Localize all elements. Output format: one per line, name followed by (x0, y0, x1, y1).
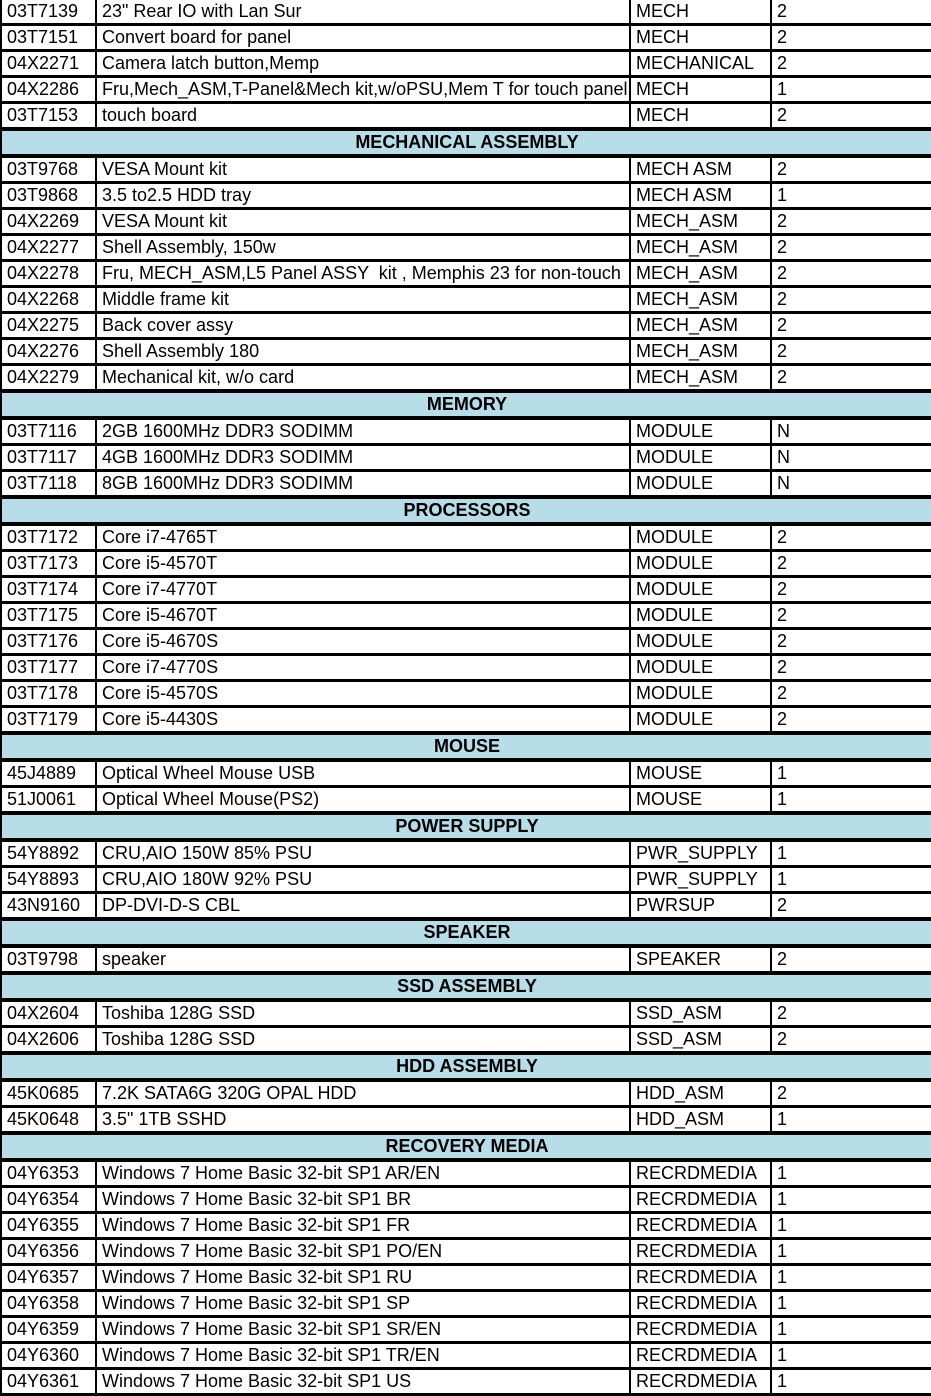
category-cell: MODULE (630, 445, 771, 471)
table-row (1, 577, 931, 603)
category-cell: RECRDMEDIA (630, 1160, 771, 1187)
part-number-cell: 03T9768 (1, 156, 96, 183)
table-row (1, 840, 931, 867)
table-row (1, 365, 931, 392)
table-row (1, 603, 931, 629)
table-row (1, 1265, 931, 1291)
quantity-cell: 2 (771, 1080, 931, 1107)
part-number-cell: 03T7153 (1, 103, 96, 130)
description-cell: 2GB 1600MHz DDR3 SODIMM (96, 418, 630, 445)
part-number-cell: 03T7139 (1, 0, 96, 25)
quantity-cell: 2 (771, 261, 931, 287)
table-row (1, 25, 931, 51)
category-cell: SPEAKER (630, 946, 771, 973)
category-cell: MECH_ASM (630, 235, 771, 261)
section-title: MOUSE (1, 733, 931, 760)
quantity-cell: 1 (771, 787, 931, 814)
description-cell: Windows 7 Home Basic 32-bit SP1 US (96, 1369, 630, 1395)
part-number-cell: 03T7117 (1, 445, 96, 471)
part-number-cell: 04Y6354 (1, 1187, 96, 1213)
section-header-row (1, 129, 931, 156)
table-row (1, 471, 931, 498)
part-number-cell: 04Y6358 (1, 1291, 96, 1317)
table-row (1, 787, 931, 814)
section-header-row (1, 919, 931, 946)
table-row (1, 445, 931, 471)
quantity-cell: N (771, 471, 931, 498)
category-cell: MECH_ASM (630, 209, 771, 235)
category-cell: MODULE (630, 524, 771, 551)
quantity-cell: 2 (771, 707, 931, 734)
quantity-cell: 2 (771, 339, 931, 365)
table-row (1, 551, 931, 577)
quantity-cell: 1 (771, 1291, 931, 1317)
table-row (1, 946, 931, 973)
table-row (1, 1027, 931, 1054)
description-cell: Back cover assy (96, 313, 630, 339)
table-row (1, 1239, 931, 1265)
category-cell: RECRDMEDIA (630, 1187, 771, 1213)
table-row (1, 418, 931, 445)
description-cell: Windows 7 Home Basic 32-bit SP1 FR (96, 1213, 630, 1239)
quantity-cell: 1 (771, 1239, 931, 1265)
part-number-cell: 04X2275 (1, 313, 96, 339)
quantity-cell: 1 (771, 1107, 931, 1134)
section-header-row (1, 733, 931, 760)
table-row (1, 156, 931, 183)
quantity-cell: 1 (771, 760, 931, 787)
quantity-cell: 2 (771, 629, 931, 655)
description-cell: Windows 7 Home Basic 32-bit SP1 AR/EN (96, 1160, 630, 1187)
quantity-cell: 2 (771, 946, 931, 973)
part-number-cell: 04Y6353 (1, 1160, 96, 1187)
category-cell: MECHANICAL (630, 51, 771, 77)
description-cell: Windows 7 Home Basic 32-bit SP1 SP (96, 1291, 630, 1317)
table-row (1, 1187, 931, 1213)
table-row (1, 51, 931, 77)
table-row (1, 760, 931, 787)
category-cell: MECH (630, 103, 771, 130)
description-cell: 3.5 to2.5 HDD tray (96, 183, 630, 209)
quantity-cell: 1 (771, 77, 931, 103)
part-number-cell: 04X2268 (1, 287, 96, 313)
category-cell: RECRDMEDIA (630, 1291, 771, 1317)
category-cell: MECH (630, 25, 771, 51)
category-cell: MODULE (630, 629, 771, 655)
section-header-row (1, 497, 931, 524)
part-number-cell: 03T7172 (1, 524, 96, 551)
section-header-row (1, 391, 931, 418)
quantity-cell: 2 (771, 0, 931, 25)
quantity-cell: 2 (771, 51, 931, 77)
description-cell: Shell Assembly, 150w (96, 235, 630, 261)
description-cell: Windows 7 Home Basic 32-bit SP1 PO/EN (96, 1239, 630, 1265)
quantity-cell: 2 (771, 524, 931, 551)
section-title: RECOVERY MEDIA (1, 1133, 931, 1160)
part-number-cell: 04Y6356 (1, 1239, 96, 1265)
quantity-cell: 2 (771, 103, 931, 130)
description-cell: Mechanical kit, w/o card (96, 365, 630, 392)
category-cell: MODULE (630, 577, 771, 603)
quantity-cell: N (771, 418, 931, 445)
quantity-cell: 1 (771, 840, 931, 867)
table-row (1, 77, 931, 103)
quantity-cell: 2 (771, 313, 931, 339)
category-cell: MECH_ASM (630, 287, 771, 313)
part-number-cell: 03T7174 (1, 577, 96, 603)
quantity-cell: 1 (771, 1317, 931, 1343)
description-cell: CRU,AIO 180W 92% PSU (96, 867, 630, 893)
description-cell: Optical Wheel Mouse USB (96, 760, 630, 787)
table-row (1, 261, 931, 287)
category-cell: MOUSE (630, 760, 771, 787)
section-title: SSD ASSEMBLY (1, 973, 931, 1000)
description-cell: 7.2K SATA6G 320G OPAL HDD (96, 1080, 630, 1107)
category-cell: MODULE (630, 603, 771, 629)
description-cell: 3.5" 1TB SSHD (96, 1107, 630, 1134)
table-row (1, 287, 931, 313)
category-cell: MECH ASM (630, 156, 771, 183)
part-number-cell: 03T7116 (1, 418, 96, 445)
quantity-cell: 2 (771, 287, 931, 313)
part-number-cell: 03T7179 (1, 707, 96, 734)
quantity-cell: 2 (771, 681, 931, 707)
quantity-cell: 2 (771, 235, 931, 261)
description-cell: Core i5-4430S (96, 707, 630, 734)
quantity-cell: 2 (771, 577, 931, 603)
table-row (1, 103, 931, 130)
part-number-cell: 04X2286 (1, 77, 96, 103)
table-row (1, 1213, 931, 1239)
part-number-cell: 04Y6355 (1, 1213, 96, 1239)
description-cell: Core i7-4770S (96, 655, 630, 681)
category-cell: MECH_ASM (630, 339, 771, 365)
category-cell: MODULE (630, 681, 771, 707)
category-cell: RECRDMEDIA (630, 1343, 771, 1369)
description-cell: Core i5-4670S (96, 629, 630, 655)
part-number-cell: 51J0061 (1, 787, 96, 814)
description-cell: Camera latch button,Memp (96, 51, 630, 77)
table-row (1, 313, 931, 339)
part-number-cell: 45K0685 (1, 1080, 96, 1107)
category-cell: MECH ASM (630, 183, 771, 209)
description-cell: touch board (96, 103, 630, 130)
table-row (1, 707, 931, 734)
category-cell: MECH_ASM (630, 313, 771, 339)
table-row (1, 1317, 931, 1343)
category-cell: HDD_ASM (630, 1107, 771, 1134)
quantity-cell: 2 (771, 1027, 931, 1054)
description-cell: Shell Assembly 180 (96, 339, 630, 365)
table-row (1, 1160, 931, 1187)
category-cell: RECRDMEDIA (630, 1265, 771, 1291)
description-cell: VESA Mount kit (96, 156, 630, 183)
category-cell: MECH_ASM (630, 261, 771, 287)
description-cell: 23" Rear IO with Lan Sur (96, 0, 630, 25)
part-number-cell: 03T9798 (1, 946, 96, 973)
table-row (1, 524, 931, 551)
table-row (1, 1000, 931, 1027)
description-cell: Windows 7 Home Basic 32-bit SP1 SR/EN (96, 1317, 630, 1343)
category-cell: MODULE (630, 418, 771, 445)
part-number-cell: 03T7118 (1, 471, 96, 498)
description-cell: Optical Wheel Mouse(PS2) (96, 787, 630, 814)
part-number-cell: 54Y8892 (1, 840, 96, 867)
description-cell: 8GB 1600MHz DDR3 SODIMM (96, 471, 630, 498)
quantity-cell: 2 (771, 209, 931, 235)
category-cell: SSD_ASM (630, 1027, 771, 1054)
part-number-cell: 04X2276 (1, 339, 96, 365)
description-cell: Windows 7 Home Basic 32-bit SP1 TR/EN (96, 1343, 630, 1369)
section-title: MEMORY (1, 391, 931, 418)
table-row (1, 893, 931, 920)
description-cell: Core i5-4570S (96, 681, 630, 707)
description-cell: 4GB 1600MHz DDR3 SODIMM (96, 445, 630, 471)
description-cell: speaker (96, 946, 630, 973)
part-number-cell: 04X2278 (1, 261, 96, 287)
quantity-cell: 1 (771, 867, 931, 893)
part-number-cell: 54Y8893 (1, 867, 96, 893)
category-cell: MODULE (630, 707, 771, 734)
table-row (1, 1107, 931, 1134)
part-number-cell: 04Y6361 (1, 1369, 96, 1395)
category-cell: MODULE (630, 551, 771, 577)
category-cell: MECH_ASM (630, 365, 771, 392)
table-row (1, 629, 931, 655)
section-title: PROCESSORS (1, 497, 931, 524)
part-number-cell: 03T7176 (1, 629, 96, 655)
description-cell: Core i5-4670T (96, 603, 630, 629)
description-cell: Fru, MECH_ASM,L5 Panel ASSY kit , Memphis 23 for non-touch (96, 261, 630, 287)
description-cell: Core i7-4770T (96, 577, 630, 603)
table-row (1, 1343, 931, 1369)
quantity-cell: 1 (771, 183, 931, 209)
part-number-cell: 03T7177 (1, 655, 96, 681)
table-row (1, 235, 931, 261)
part-number-cell: 04X2277 (1, 235, 96, 261)
quantity-cell: 2 (771, 1000, 931, 1027)
table-row (1, 183, 931, 209)
category-cell: MOUSE (630, 787, 771, 814)
table-row (1, 209, 931, 235)
part-number-cell: 04Y6360 (1, 1343, 96, 1369)
quantity-cell: 2 (771, 156, 931, 183)
category-cell: RECRDMEDIA (630, 1369, 771, 1395)
description-cell: Windows 7 Home Basic 32-bit SP1 BR (96, 1187, 630, 1213)
part-number-cell: 45K0648 (1, 1107, 96, 1134)
section-title: HDD ASSEMBLY (1, 1053, 931, 1080)
part-number-cell: 45J4889 (1, 760, 96, 787)
part-number-cell: 03T7178 (1, 681, 96, 707)
table-row (1, 1291, 931, 1317)
part-number-cell: 04X2606 (1, 1027, 96, 1054)
category-cell: PWRSUP (630, 893, 771, 920)
category-cell: MODULE (630, 655, 771, 681)
category-cell: MECH (630, 77, 771, 103)
description-cell: DP-DVI-D-S CBL (96, 893, 630, 920)
quantity-cell: 1 (771, 1265, 931, 1291)
table-row (1, 339, 931, 365)
category-cell: RECRDMEDIA (630, 1213, 771, 1239)
quantity-cell: N (771, 445, 931, 471)
table-row (1, 1369, 931, 1395)
table-row (1, 1080, 931, 1107)
section-title: MECHANICAL ASSEMBLY (1, 129, 931, 156)
description-cell: Convert board for panel (96, 25, 630, 51)
category-cell: PWR_SUPPLY (630, 867, 771, 893)
part-number-cell: 04X2271 (1, 51, 96, 77)
quantity-cell: 1 (771, 1160, 931, 1187)
category-cell: HDD_ASM (630, 1080, 771, 1107)
category-cell: MODULE (630, 471, 771, 498)
table-row (1, 655, 931, 681)
part-number-cell: 04X2279 (1, 365, 96, 392)
section-header-row (1, 1133, 931, 1160)
part-number-cell: 03T7173 (1, 551, 96, 577)
part-number-cell: 04Y6357 (1, 1265, 96, 1291)
part-number-cell: 03T7175 (1, 603, 96, 629)
quantity-cell: 2 (771, 603, 931, 629)
part-number-cell: 04X2604 (1, 1000, 96, 1027)
section-header-row (1, 1053, 931, 1080)
description-cell: Core i5-4570T (96, 551, 630, 577)
description-cell: Toshiba 128G SSD (96, 1027, 630, 1054)
part-number-cell: 04Y6359 (1, 1317, 96, 1343)
category-cell: RECRDMEDIA (630, 1239, 771, 1265)
category-cell: RECRDMEDIA (630, 1317, 771, 1343)
quantity-cell: 1 (771, 1213, 931, 1239)
quantity-cell: 2 (771, 25, 931, 51)
description-cell: Toshiba 128G SSD (96, 1000, 630, 1027)
section-header-row (1, 813, 931, 840)
parts-table-body (1, 0, 931, 1395)
description-cell: Middle frame kit (96, 287, 630, 313)
section-title: SPEAKER (1, 919, 931, 946)
description-cell: Windows 7 Home Basic 32-bit SP1 RU (96, 1265, 630, 1291)
description-cell: CRU,AIO 150W 85% PSU (96, 840, 630, 867)
quantity-cell: 2 (771, 893, 931, 920)
section-header-row (1, 973, 931, 1000)
part-number-cell: 43N9160 (1, 893, 96, 920)
description-cell: VESA Mount kit (96, 209, 630, 235)
quantity-cell: 1 (771, 1187, 931, 1213)
quantity-cell: 2 (771, 551, 931, 577)
quantity-cell: 2 (771, 365, 931, 392)
quantity-cell: 1 (771, 1369, 931, 1395)
quantity-cell: 1 (771, 1343, 931, 1369)
category-cell: MECH (630, 0, 771, 25)
table-row (1, 867, 931, 893)
section-title: POWER SUPPLY (1, 813, 931, 840)
description-cell: Fru,Mech_ASM,T-Panel&Mech kit,w/oPSU,Mem T for touch panel (96, 77, 630, 103)
description-cell: Core i7-4765T (96, 524, 630, 551)
table-row (1, 0, 931, 25)
category-cell: SSD_ASM (630, 1000, 771, 1027)
quantity-cell: 2 (771, 655, 931, 681)
table-row (1, 681, 931, 707)
part-number-cell: 03T7151 (1, 25, 96, 51)
category-cell: PWR_SUPPLY (630, 840, 771, 867)
part-number-cell: 04X2269 (1, 209, 96, 235)
part-number-cell: 03T9868 (1, 183, 96, 209)
